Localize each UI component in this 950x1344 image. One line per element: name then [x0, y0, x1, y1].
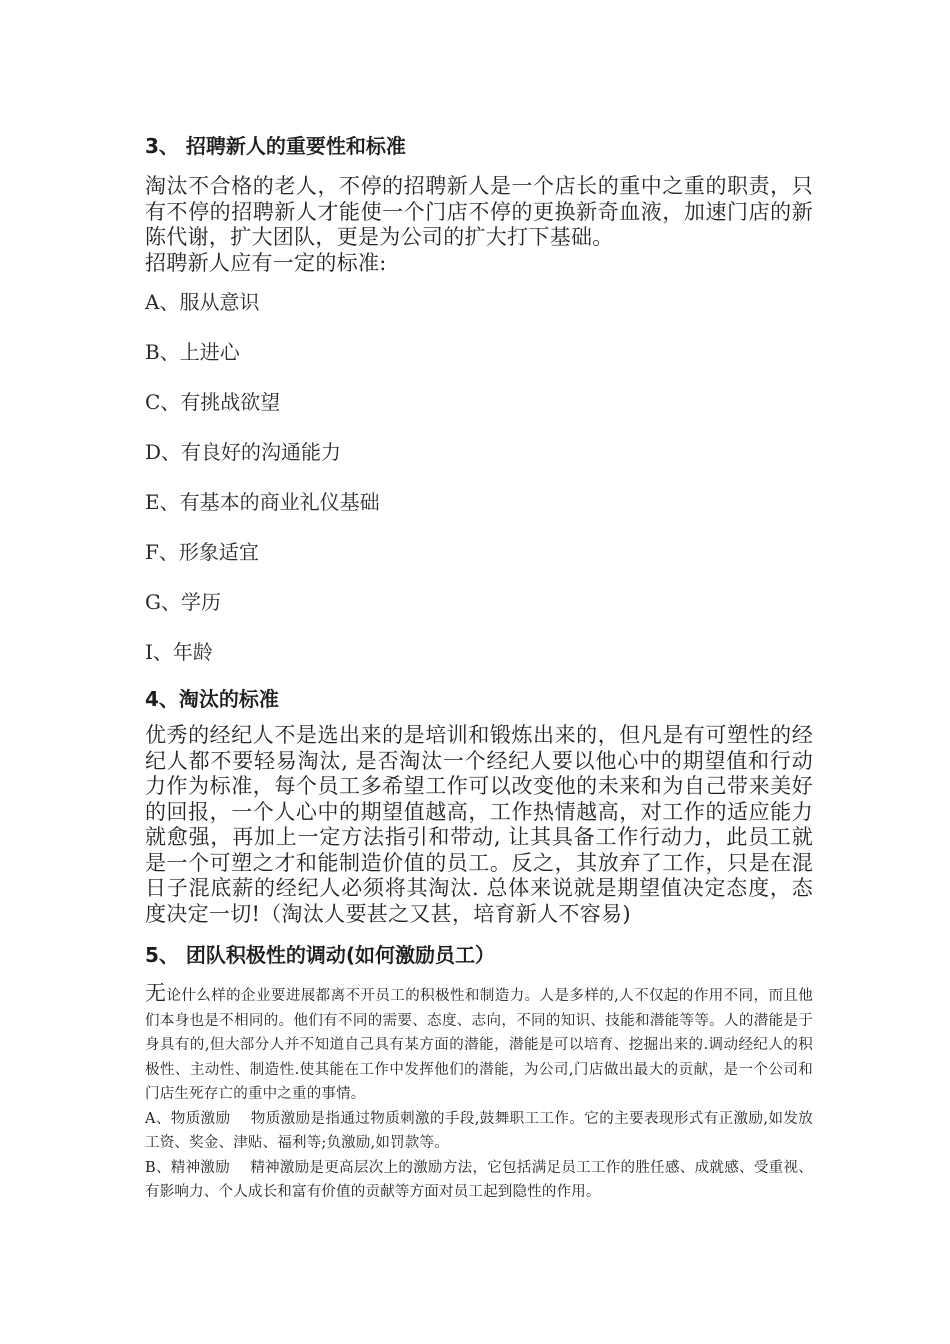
- criteria-item: D、有良好的沟通能力: [145, 440, 342, 464]
- incentive-item-material: [145, 1107, 813, 1156]
- incentive-item-label: B、精神激励: [145, 1159, 231, 1176]
- section-3-criteria-intro: 招聘新人应有一定的标准:: [145, 250, 387, 275]
- section-5-dropcap: 无: [145, 981, 167, 1005]
- section-5-paragraph: [145, 981, 813, 1107]
- criteria-item: C、有挑战欲望: [145, 390, 281, 414]
- incentive-item-text: 精神激励是更高层次上的激励方法，它包括满足员工工作的胜任感、成就感、受重视、有影响力、个人成长和富有价值的贡献等方面对员工起到隐性的作用。: [145, 1159, 813, 1200]
- criteria-item: A、服从意识: [145, 290, 260, 314]
- criteria-item: B、上进心: [145, 340, 240, 364]
- section-3-heading: 3、 招聘新人的重要性和标准: [145, 134, 406, 158]
- criteria-item: G、学历: [145, 590, 221, 614]
- incentive-item-label: A、物质激励: [145, 1110, 231, 1127]
- incentive-item-text: 物质激励是指通过物质刺激的手段,鼓舞职工工作。它的主要表现形式有正激励,如发放工资、奖金、津贴、福利等;负激励,如罚款等。: [145, 1110, 814, 1151]
- section-4-paragraph: 优秀的经纪人不是选出来的是培训和锻炼出来的，但凡是有可塑性的经纪人都不要轻易淘汰, 是否淘汰一个经纪人要以他心中的期望值和行动力作为标准，每个员工多希望工作可以改变他的未来和为自己带来美好的回报，一个人心中的期望值越高，工作热情越高，对工作的适应能力就愈强，再加上一定方法指引和带动, 让其具备工作行动力，此员工就是一个可塑之才和能制造价值的员工。反之，其放弃了工作，只是在混日子混底薪的经纪人必须将其淘汰. 总体来说就是期望值决定态度，态度决定一切!（淘汰人要甚之又甚，培育新人不容易): [145, 723, 813, 926]
- section-4-heading: 4、淘汰的标准: [145, 687, 279, 711]
- criteria-list: [145, 289, 813, 665]
- section-5-heading: 5、 团队积极性的调动(如何激励员工）: [145, 943, 496, 967]
- incentive-item-spiritual: [145, 1156, 813, 1205]
- criteria-item: F、形象适宜: [145, 540, 259, 564]
- section-5-paragraph-text: 论什么样的企业要进展都离不开员工的积极性和制造力。人是多样的,人不仅起的作用不同，而且他们本身也是不相同的。他们有不同的需要、态度、志向，不同的知识、技能和潜能等等。人的潜能是于身具有的,但大部分人并不知道自己具有某方面的潜能，潜能是可以培育、挖掘出来的.调动经纪人的积极性、主动性、制造性.使其能在工作中发挥他们的潜能，为公司,门店做出最大的贡献，是一个公司和门店生死存亡的重中之重的事情。: [145, 988, 814, 1102]
- criteria-item: I、年龄: [145, 640, 213, 664]
- section-3-paragraph: 淘汰不合格的老人，不停的招聘新人是一个店长的重中之重的职责，只有不停的招聘新人才能使一个门店不停的更换新奇血液，加速门店的新陈代谢，扩大团队，更是为公司的扩大打下基础。: [145, 174, 813, 249]
- document-page: [145, 132, 813, 1205]
- criteria-item: E、有基本的商业礼仪基础: [145, 490, 380, 514]
